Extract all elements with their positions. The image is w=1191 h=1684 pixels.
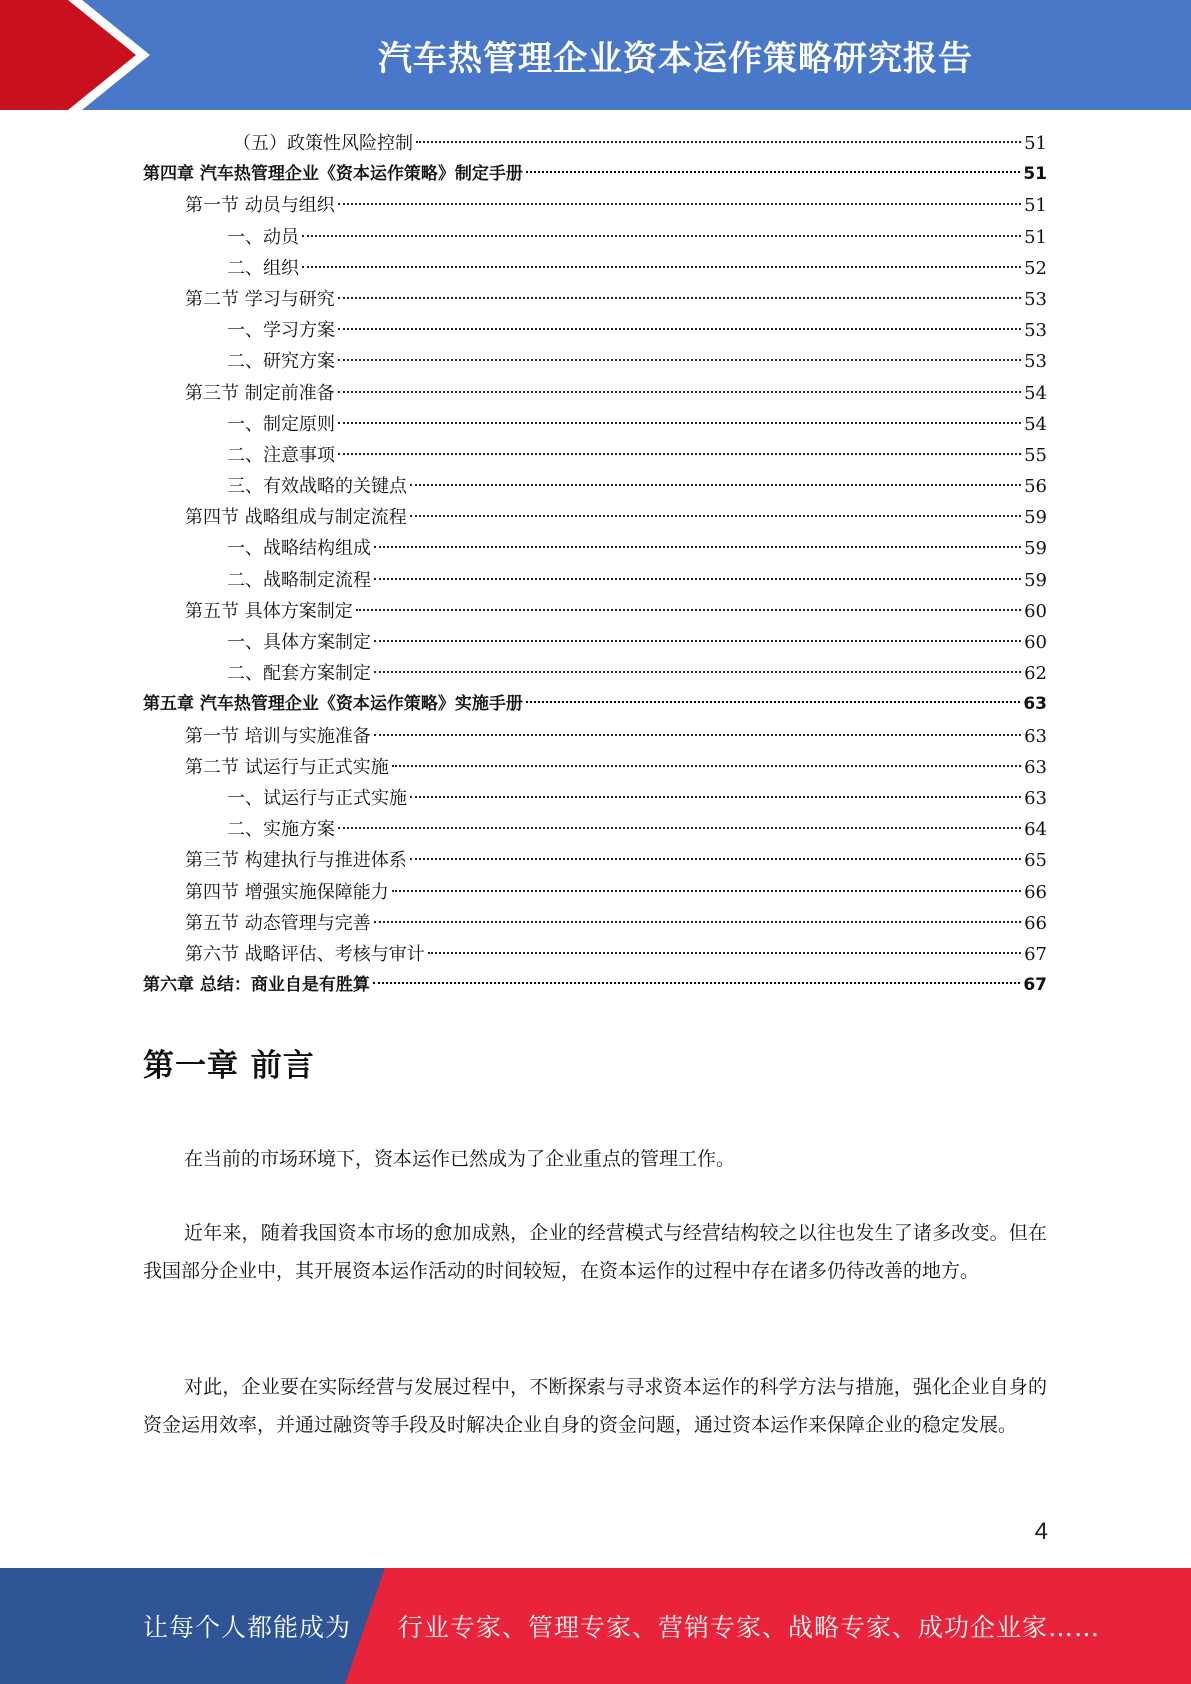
toc-section-entry[interactable] <box>143 284 1047 315</box>
chevron-arrow-icon <box>0 0 160 110</box>
toc-entry-title: 第四节 增强实施保障能力 <box>185 881 389 903</box>
toc-page-number: 51 <box>1024 133 1047 154</box>
toc-page-number: 60 <box>1024 632 1047 653</box>
toc-entry-title: 二、战略制定流程 <box>227 569 371 591</box>
toc-entry-title: 第三节 构建执行与推进体系 <box>185 850 407 872</box>
toc-subsection-entry[interactable] <box>143 533 1047 564</box>
footer-slogan-left: 让每个人都能成为 <box>143 1613 352 1642</box>
toc-dot-leader <box>338 203 1021 205</box>
toc-subsection-entry[interactable] <box>143 471 1047 502</box>
toc-page-number: 54 <box>1024 382 1047 404</box>
chevron-red-fill <box>0 0 146 110</box>
toc-entry-title: 二、配套方案制定 <box>227 663 371 685</box>
paragraph-text: 在当前的市场环境下，资本运作已然成为了企业重点的管理工作。 <box>184 1148 736 1170</box>
toc-section-entry[interactable] <box>143 502 1047 533</box>
toc-entry-title: 第六节 战略评估、考核与审计 <box>185 943 425 965</box>
toc-page-number: 63 <box>1024 787 1047 809</box>
toc-chapter-entry[interactable] <box>143 159 1047 190</box>
toc-page-number: 59 <box>1024 569 1047 591</box>
toc-page-number: 59 <box>1024 507 1047 529</box>
toc-dot-leader <box>374 921 1021 923</box>
toc-entry-title: 第六章 总结：商业自是有胜算 <box>143 975 370 996</box>
toc-dot-leader <box>338 422 1021 424</box>
toc-dot-leader <box>302 235 1021 237</box>
paragraph-text: 对此，企业要在实际经营与发展过程中，不断探索与寻求资本运作的科学方法与措施，强化企业自身的资金运用效率，并通过融资等手段及时解决企业自身的资金问题，通过资本运作来保障企业的稳定发展。 <box>143 1376 1047 1436</box>
toc-page-number: 51 <box>1024 226 1047 248</box>
page-header <box>0 0 1191 110</box>
toc-entry-title: 一、学习方案 <box>227 320 335 342</box>
toc-entry-title: 一、战略结构组成 <box>227 538 371 560</box>
toc-entry-title: 一、具体方案制定 <box>227 632 371 653</box>
toc-entry-title: 第一节 培训与实施准备 <box>185 725 371 747</box>
toc-subsection-entry[interactable] <box>143 627 1047 658</box>
toc-dot-leader <box>338 297 1021 299</box>
paragraph-2 <box>143 1214 1047 1290</box>
toc-entry-title: 第三节 制定前准备 <box>185 382 335 404</box>
toc-subsection-entry[interactable] <box>143 128 1047 159</box>
toc-subsection-entry[interactable] <box>143 565 1047 596</box>
paragraph-1 <box>143 1140 1047 1178</box>
table-of-contents <box>143 128 1047 1001</box>
toc-subsection-entry[interactable] <box>143 222 1047 253</box>
toc-page-number: 52 <box>1024 257 1047 279</box>
toc-subsection-entry[interactable] <box>143 440 1047 471</box>
toc-entry-title: 第四章 汽车热管理企业《资本运作策略》制定手册 <box>143 164 523 185</box>
toc-entry-title: 二、注意事项 <box>227 444 335 466</box>
toc-page-number: 56 <box>1024 476 1047 498</box>
toc-dot-leader <box>526 171 1020 173</box>
toc-page-number: 65 <box>1024 850 1047 872</box>
toc-entry-title: 二、实施方案 <box>227 819 335 841</box>
toc-chapter-entry[interactable] <box>143 970 1047 1001</box>
toc-dot-leader <box>338 827 1021 829</box>
toc-subsection-entry[interactable] <box>143 315 1047 346</box>
toc-dot-leader <box>392 765 1021 767</box>
toc-page-number: 51 <box>1023 164 1047 185</box>
toc-subsection-entry[interactable] <box>143 346 1047 377</box>
toc-entry-title: 二、研究方案 <box>227 351 335 373</box>
toc-dot-leader <box>302 266 1021 268</box>
toc-page-number: 53 <box>1024 288 1047 310</box>
toc-page-number: 66 <box>1024 881 1047 903</box>
toc-page-number: 64 <box>1024 819 1047 841</box>
toc-section-entry[interactable] <box>143 908 1047 939</box>
toc-dot-leader <box>410 796 1021 798</box>
toc-section-entry[interactable] <box>143 752 1047 783</box>
toc-page-number: 66 <box>1024 912 1047 934</box>
toc-dot-leader <box>338 359 1021 361</box>
page-footer <box>0 1568 1191 1684</box>
page-number: 4 <box>1034 1518 1048 1545</box>
toc-dot-leader <box>374 671 1021 673</box>
toc-page-number: 60 <box>1024 600 1047 622</box>
paragraph-text: 近年来，随着我国资本市场的愈加成熟，企业的经营模式与经营结构较之以往也发生了诸多改变。但在我国部分企业中，其开展资本运作活动的时间较短，在资本运作的过程中存在诸多仍待改善的地方。 <box>143 1222 1047 1282</box>
toc-entry-title: 一、试运行与正式实施 <box>227 787 407 809</box>
toc-subsection-entry[interactable] <box>143 814 1047 845</box>
toc-subsection-entry[interactable] <box>143 409 1047 440</box>
toc-page-number: 51 <box>1024 195 1047 217</box>
toc-entry-title: 第二节 学习与研究 <box>185 288 335 310</box>
toc-entry-title: （五）政策性风险控制 <box>233 133 413 154</box>
toc-section-entry[interactable] <box>143 721 1047 752</box>
toc-page-number: 63 <box>1024 725 1047 747</box>
toc-dot-leader <box>410 858 1021 860</box>
toc-page-number: 63 <box>1023 694 1047 715</box>
toc-dot-leader <box>338 391 1021 393</box>
toc-entry-title: 二、组织 <box>227 257 299 279</box>
toc-entry-title: 一、制定原则 <box>227 413 335 435</box>
toc-entry-title: 第五节 具体方案制定 <box>185 600 353 622</box>
toc-section-entry[interactable] <box>143 190 1047 221</box>
toc-dot-leader <box>428 952 1021 954</box>
toc-page-number: 59 <box>1024 538 1047 560</box>
toc-page-number: 53 <box>1024 320 1047 342</box>
toc-entry-title: 第五章 汽车热管理企业《资本运作策略》实施手册 <box>143 694 523 715</box>
footer-slogan-right: 行业专家、管理专家、营销专家、战略专家、成功企业家…… <box>398 1613 1101 1642</box>
toc-entry-title: 第五节 动态管理与完善 <box>185 912 371 934</box>
toc-subsection-entry[interactable] <box>143 253 1047 284</box>
toc-entry-title: 三、有效战略的关键点 <box>227 476 407 498</box>
report-title: 汽车热管理企业资本运作策略研究报告 <box>378 38 973 79</box>
toc-subsection-entry[interactable] <box>143 783 1047 814</box>
toc-entry-title: 第二节 试运行与正式实施 <box>185 756 389 778</box>
toc-entry-title: 第四节 战略组成与制定流程 <box>185 507 407 529</box>
toc-dot-leader <box>373 982 1020 984</box>
toc-dot-leader <box>410 484 1021 486</box>
toc-page-number: 55 <box>1024 444 1047 466</box>
paragraph-3 <box>143 1368 1047 1444</box>
toc-dot-leader <box>338 453 1021 455</box>
toc-chapter-entry[interactable] <box>143 689 1047 720</box>
toc-subsection-entry[interactable] <box>143 658 1047 689</box>
toc-dot-leader <box>416 141 1021 143</box>
toc-dot-leader <box>374 578 1021 580</box>
toc-dot-leader <box>392 890 1021 892</box>
toc-section-entry[interactable] <box>143 939 1047 970</box>
toc-dot-leader <box>356 609 1021 611</box>
toc-dot-leader <box>374 734 1021 736</box>
toc-dot-leader <box>338 328 1021 330</box>
toc-page-number: 54 <box>1024 413 1047 435</box>
toc-page-number: 63 <box>1024 756 1047 778</box>
toc-entry-title: 第一节 动员与组织 <box>185 195 335 217</box>
toc-entry-title: 一、动员 <box>227 226 299 248</box>
toc-section-entry[interactable] <box>143 845 1047 876</box>
chapter-heading: 第一章 前言 <box>143 1048 315 1084</box>
toc-page-number: 67 <box>1024 943 1047 965</box>
toc-dot-leader <box>526 701 1020 703</box>
toc-section-entry[interactable] <box>143 378 1047 409</box>
toc-dot-leader <box>374 546 1021 548</box>
toc-section-entry[interactable] <box>143 877 1047 908</box>
toc-dot-leader <box>374 640 1021 642</box>
toc-section-entry[interactable] <box>143 596 1047 627</box>
toc-page-number: 62 <box>1024 663 1047 685</box>
toc-page-number: 67 <box>1023 975 1047 996</box>
toc-page-number: 53 <box>1024 351 1047 373</box>
toc-dot-leader <box>410 515 1021 517</box>
